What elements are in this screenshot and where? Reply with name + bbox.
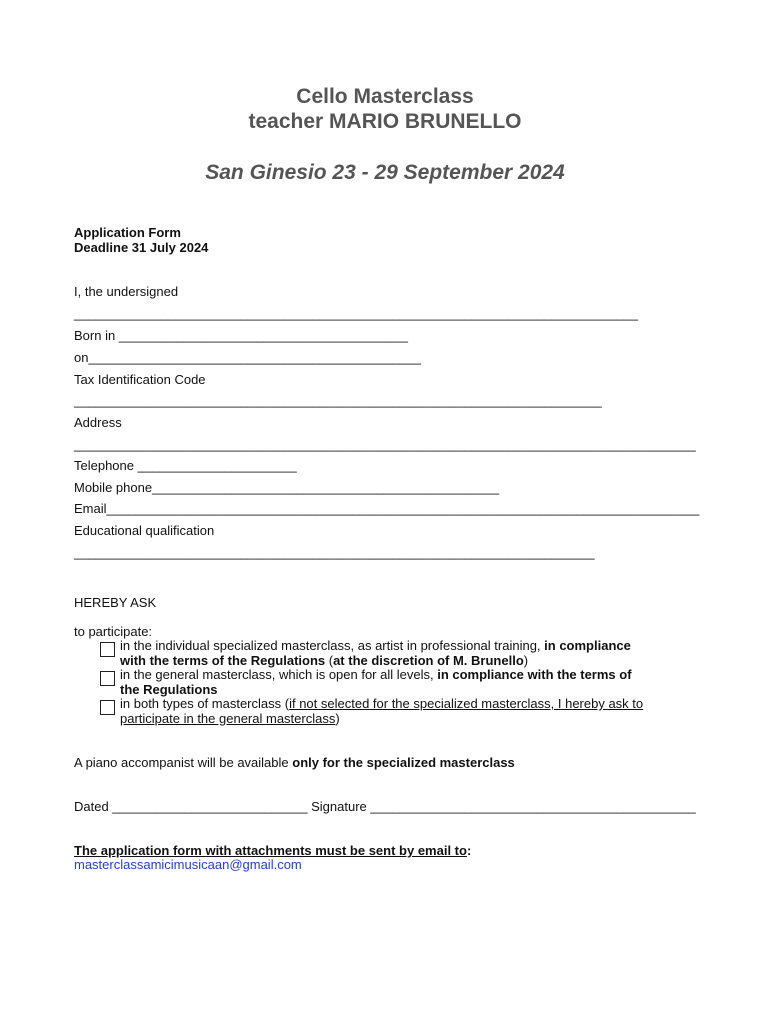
option-general-text-cont: the Regulations	[120, 682, 218, 697]
both-masterclass-checkbox[interactable]	[100, 700, 115, 715]
specialized-masterclass-checkbox[interactable]	[100, 642, 115, 657]
qualification-label: Educational qualification	[74, 523, 215, 538]
option-specialized-text-cont: with the terms of the Regulations (at the discretion of M. Brunello)	[120, 653, 529, 668]
option-both-text-cont: participate in the general masterclass)	[120, 711, 340, 726]
application-form-label: Application Form	[74, 225, 181, 240]
hereby-ask-heading: HEREBY ASK	[74, 595, 157, 610]
birthdate-field[interactable]: on______________________________________________	[74, 350, 422, 365]
participate-label: to participate:	[74, 624, 153, 639]
undersigned-label: I, the undersigned	[74, 284, 179, 299]
general-masterclass-checkbox[interactable]	[100, 671, 115, 686]
email-field[interactable]: Email__________________________________________________________________________________	[74, 501, 700, 516]
mobile-phone-field[interactable]: Mobile phone________________________________________________	[74, 480, 500, 495]
undersigned-name-field[interactable]: ______________________________________________________________________________	[74, 306, 638, 321]
place-dates: San Ginesio 23 - 29 September 2024	[205, 161, 565, 184]
tax-code-field[interactable]: _________________________________________________________________________	[74, 393, 602, 408]
deadline-label: Deadline 31 July 2024	[74, 240, 209, 255]
option-general-text: in the general masterclass, which is open for all levels, in compliance with the terms of	[120, 667, 632, 682]
address-field[interactable]: ______________________________________________________________________________________	[74, 437, 696, 452]
tax-code-label: Tax Identification Code	[74, 372, 206, 387]
teacher-name: teacher MARIO BRUNELLO	[248, 110, 522, 133]
telephone-field[interactable]: Telephone ______________________	[74, 458, 297, 473]
option-specialized-text: in the individual specialized masterclass, as artist in professional training, in compliance	[120, 638, 631, 653]
address-label: Address	[74, 415, 122, 430]
qualification-field[interactable]: ________________________________________________________________________	[74, 545, 595, 560]
date-signature-fields[interactable]: Dated ___________________________ Signature _____________________________________________	[74, 799, 696, 814]
option-both-text: in both types of masterclass (if not selected for the specialized masterclass, I hereby ask to	[120, 696, 644, 711]
birthplace-field[interactable]: Born in ________________________________________	[74, 328, 409, 343]
piano-accompanist-note: A piano accompanist will be available only for the specialized masterclass	[74, 755, 515, 770]
masterclass-title: Cello Masterclass	[296, 85, 474, 108]
contact-email-link[interactable]: masterclassamicimusicaan@gmail.com	[74, 857, 302, 872]
send-instructions: The application form with attachments must be sent by email to:	[74, 843, 472, 858]
